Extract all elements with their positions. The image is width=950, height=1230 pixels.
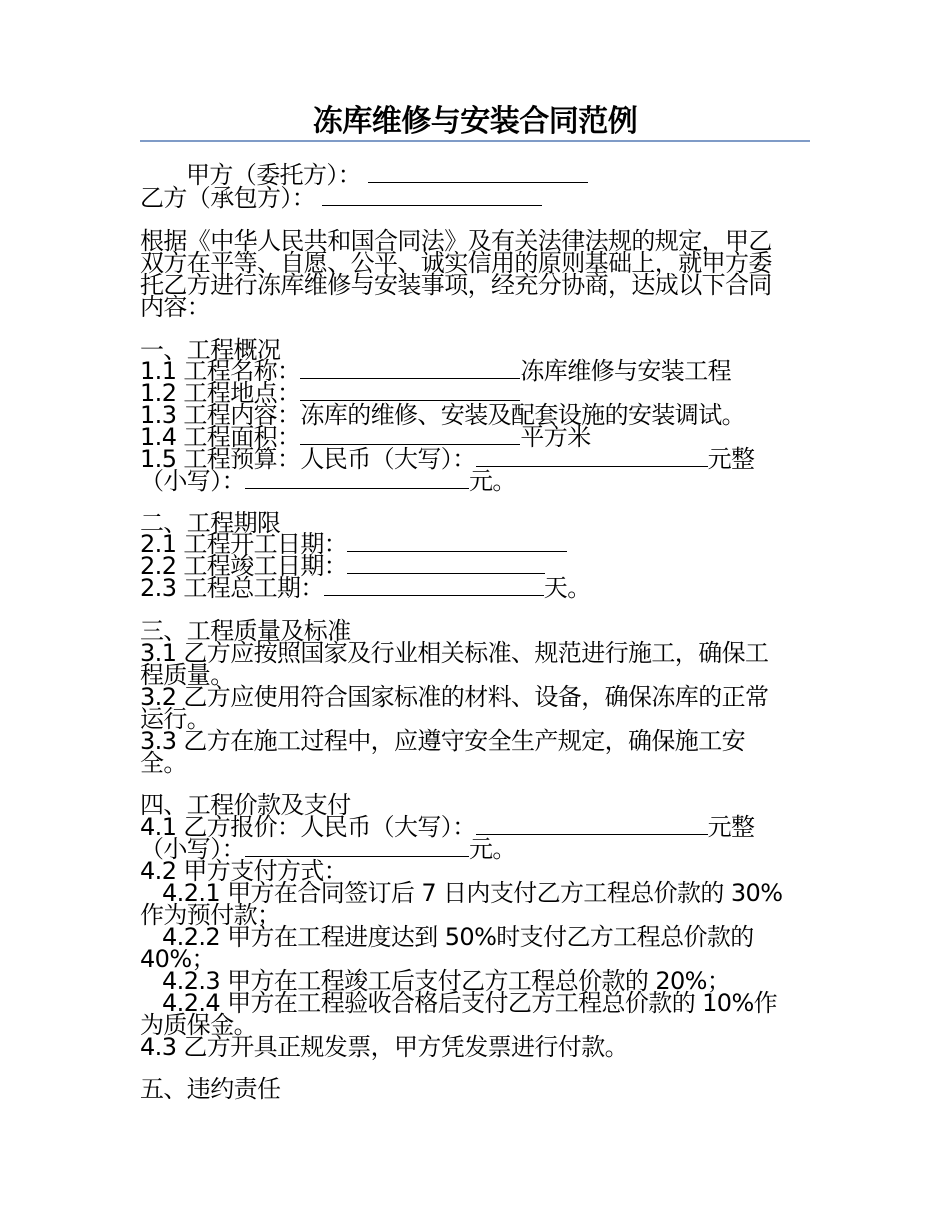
item-2-3-label: 2.3 工程总工期： [140, 574, 324, 602]
item-4-2-sub-line: 4.2.3 甲方在工程竣工后支付乙方工程总价款的 20%； [162, 967, 731, 995]
preamble-line: 托乙方进行冻库维修与安装事项，经充分协商，达成以下合同 [140, 271, 772, 299]
preamble-line: 根据《中华人民共和国合同法》及有关法律法规的规定，甲乙 [140, 227, 772, 255]
section-3-heading: 三、工程质量及标准 [140, 617, 351, 645]
item-1-5-small [140, 468, 516, 494]
item-2-3 [140, 575, 591, 601]
section-4-heading: 四、工程价款及支付 [140, 791, 351, 819]
preamble-line: 内容： [140, 293, 211, 321]
section-3-line: 全。 [140, 749, 187, 777]
item-2-1-blank [347, 533, 567, 552]
item-4-1-small-unit: 元。 [469, 835, 516, 863]
party-a-blank [368, 164, 588, 183]
section-2-heading: 二、工程期限 [140, 509, 281, 537]
section-5-heading: 五、违约责任 [140, 1075, 281, 1103]
item-1-3: 1.3 工程内容：冻库的维修、安装及配套设施的安装调试。 [140, 401, 745, 429]
item-2-1-label: 2.1 工程开工日期： [140, 530, 348, 558]
item-4-2-sub-line: 作为预付款； [140, 901, 281, 929]
item-2-3-unit: 天。 [543, 574, 591, 602]
item-2-3-blank [324, 577, 544, 596]
item-1-5-unit: 元整 [707, 445, 755, 473]
section-3-line: 3.3 乙方在施工过程中，应遵守安全生产规定，确保施工安 [140, 727, 745, 755]
document-title: 冻库维修与安装合同范例 [312, 104, 638, 139]
item-1-2-label: 1.2 工程地点： [140, 379, 301, 407]
item-4-1-blank [476, 816, 708, 835]
item-2-2-label: 2.2 工程竣工日期： [140, 552, 348, 580]
section-3-line: 3.2 乙方应使用符合国家标准的材料、设备，确保冻库的正常 [140, 683, 769, 711]
item-4-1-unit: 元整 [707, 813, 755, 841]
section-1-heading: 一、工程概况 [140, 336, 281, 364]
item-4-2-sub-line: 为质保金。 [140, 1011, 257, 1039]
item-1-5-small-label: （小写）： [140, 467, 245, 495]
item-4-2-sub-line: 4.2.1 甲方在合同签订后 7 日内支付乙方工程总价款的 30% [162, 879, 783, 907]
item-1-2-blank [300, 382, 520, 401]
item-1-5-blank [476, 448, 708, 467]
section-3-line: 程质量。 [140, 661, 234, 689]
item-4-1-label: 4.1 乙方报价：人民币（大写）： [140, 813, 476, 841]
title-underline [140, 140, 810, 142]
item-1-1-blank [300, 360, 520, 379]
item-1-1-label: 1.1 工程名称： [140, 357, 301, 385]
item-1-4-blank [300, 426, 520, 445]
item-1-1-value: 冻库维修与安装工程 [520, 357, 732, 385]
section-3-line: 运行。 [140, 705, 211, 733]
item-2-2-blank [347, 555, 545, 574]
item-4-2-sub-line: 4.2.2 甲方在工程进度达到 50%时支付乙方工程总价款的 [162, 923, 754, 951]
item-1-5-label: 1.5 工程预算：人民币（大写）： [140, 445, 476, 473]
item-1-5-small-unit: 元。 [469, 467, 516, 495]
item-1-5-small-blank [245, 470, 469, 489]
item-4-1-small-label: （小写）： [140, 835, 245, 863]
item-4-2-sub-line: 4.2.4 甲方在工程验收合格后支付乙方工程总价款的 10%作 [162, 989, 778, 1017]
preamble-line: 双方在平等、自愿、公平、诚实信用的原则基础上，就甲方委 [140, 249, 772, 277]
section-3-line: 3.1 乙方应按照国家及行业相关标准、规范进行施工，确保工 [140, 639, 769, 667]
party-b-label: 乙方（承包方）： [140, 184, 316, 212]
item-4-1-small-blank [245, 838, 469, 857]
party-a-label: 甲方（委托方）： [186, 161, 362, 189]
item-4-2: 4.2 甲方支付方式： [140, 857, 348, 885]
item-1-4-label: 1.4 工程面积： [140, 423, 301, 451]
party-b-line [140, 185, 542, 211]
item-4-3: 4.3 乙方开具正规发票，甲方凭发票进行付款。 [140, 1033, 628, 1061]
item-1-4-unit: 平方米 [520, 423, 591, 451]
item-4-2-sub-line: 40%； [140, 945, 215, 973]
party-b-blank [322, 187, 542, 206]
